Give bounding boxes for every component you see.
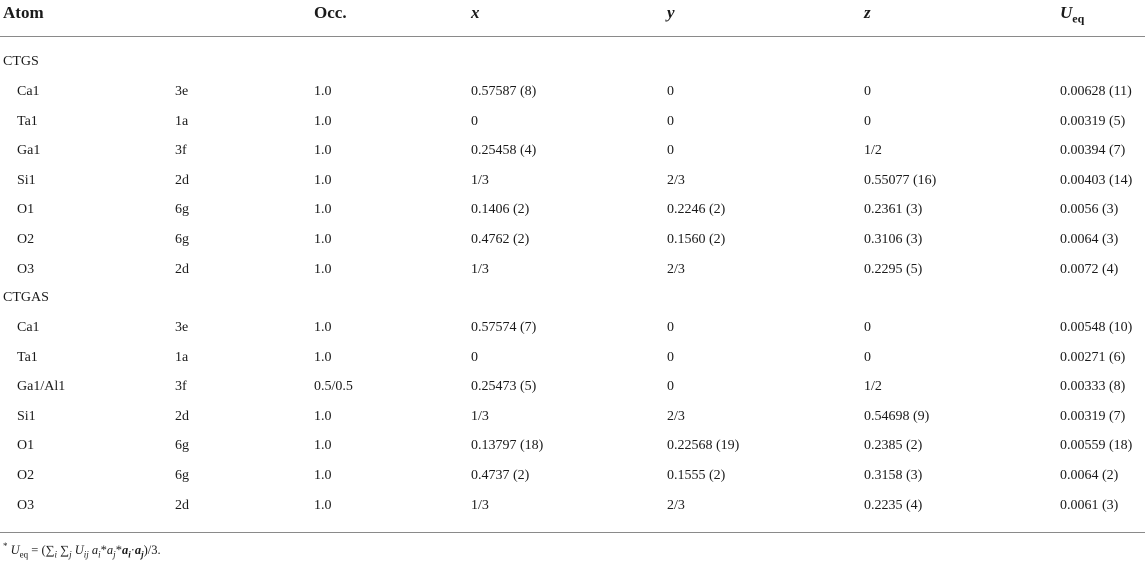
- cell-ueq: 0.0064 (3): [1060, 232, 1119, 247]
- cell-occ: 1.0: [314, 349, 332, 365]
- cell-x: 0: [471, 113, 478, 129]
- cell-y: 2/3: [667, 497, 685, 513]
- cell-y: 0.1560 (2): [667, 232, 726, 247]
- cell-atom: Ga1: [17, 143, 41, 159]
- section-label: CTGS: [3, 54, 39, 69]
- cell-occ: 1.0: [314, 143, 332, 159]
- cell-atom: Ta1: [17, 113, 38, 129]
- cell-z: 0.3106 (3): [864, 232, 923, 247]
- cell-ueq: 0.0056 (3): [1060, 202, 1119, 218]
- cell-x: 1/3: [471, 497, 489, 513]
- cell-atom: O2: [17, 468, 35, 483]
- cell-y: 0: [667, 379, 674, 395]
- cell-occ: 1.0: [314, 202, 332, 218]
- cell-site: 3f: [175, 143, 187, 159]
- cell-atom: O1: [17, 438, 35, 454]
- cell-ueq: 0.00319 (7): [1060, 408, 1126, 424]
- header-atom: Atom: [3, 3, 44, 22]
- header-z: z: [864, 3, 871, 22]
- cell-occ: 1.0: [314, 261, 332, 277]
- header-y: y: [667, 3, 675, 22]
- cell-x: 0.4762 (2): [471, 232, 530, 247]
- cell-occ: 1.0: [314, 468, 332, 483]
- header-rule: [0, 36, 1145, 37]
- cell-y: 0: [667, 113, 674, 129]
- header-ueq-subscript: eq: [1072, 11, 1085, 26]
- cell-atom: O2: [17, 232, 35, 247]
- cell-atom: Si1: [17, 172, 36, 188]
- cell-occ: 1.0: [314, 497, 332, 513]
- cell-z: 0: [864, 113, 871, 129]
- cell-atom: O3: [17, 261, 35, 277]
- cell-occ: 1.0: [314, 232, 332, 247]
- cell-z: 1/2: [864, 143, 882, 159]
- cell-x: 0.4737 (2): [471, 468, 530, 483]
- cell-z: 0.2385 (2): [864, 438, 923, 454]
- cell-y: 0.1555 (2): [667, 468, 726, 483]
- cell-site: 1a: [175, 349, 189, 365]
- cell-y: 0: [667, 320, 674, 335]
- cell-z: 0.3158 (3): [864, 468, 923, 483]
- cell-occ: 1.0: [314, 320, 332, 335]
- cell-x: 1/3: [471, 261, 489, 277]
- cell-site: 3e: [175, 84, 189, 99]
- cell-z: 1/2: [864, 379, 882, 395]
- cell-site: 6g: [175, 468, 189, 483]
- cell-site: 3f: [175, 379, 187, 395]
- cell-ueq: 0.00271 (6): [1060, 349, 1126, 365]
- cell-z: 0.2295 (5): [864, 261, 923, 277]
- cell-y: 2/3: [667, 408, 685, 424]
- cell-occ: 0.5/0.5: [314, 379, 353, 395]
- cell-y: 0.2246 (2): [667, 202, 726, 218]
- cell-site: 3e: [175, 320, 189, 335]
- cell-x: 1/3: [471, 172, 489, 188]
- cell-y: 0: [667, 143, 674, 159]
- cell-ueq: 0.00333 (8): [1060, 379, 1126, 395]
- footnote-formula: $U_{eq} = (\sum_i$ $\sum_j$ $U_{ij}$ $a_i*a_j*a_i\cdot a_j)/3$.: [10, 543, 161, 560]
- cell-x: 0.57574 (7): [471, 320, 537, 335]
- cell-site: 1a: [175, 113, 189, 129]
- cell-ueq: 0.0064 (2): [1060, 468, 1119, 483]
- cell-atom: Ca1: [17, 84, 40, 99]
- cell-z: 0: [864, 349, 871, 365]
- header-occ: Occ.: [314, 3, 347, 22]
- cell-site: 2d: [175, 408, 189, 424]
- cell-z: 0.55077 (16): [864, 172, 937, 188]
- cell-x: 0.1406 (2): [471, 202, 530, 218]
- cell-z: 0: [864, 320, 871, 335]
- cell-occ: 1.0: [314, 408, 332, 424]
- cell-x: 0.25458 (4): [471, 143, 537, 159]
- cell-occ: 1.0: [314, 113, 332, 129]
- cell-x: 1/3: [471, 408, 489, 424]
- header-x: x: [471, 3, 480, 22]
- header-ueq: [1060, 3, 1084, 28]
- cell-occ: 1.0: [314, 84, 332, 99]
- cell-site: 2d: [175, 497, 189, 513]
- cell-y: 2/3: [667, 172, 685, 188]
- cell-x: 0.13797 (18): [471, 438, 544, 454]
- cell-site: 2d: [175, 172, 189, 188]
- cell-site: 6g: [175, 202, 189, 218]
- footnote-mark: *: [3, 541, 8, 551]
- cell-ueq: 0.0061 (3): [1060, 497, 1119, 513]
- cell-atom: O3: [17, 497, 35, 513]
- cell-x: 0.25473 (5): [471, 379, 537, 395]
- cell-x: 0.57587 (8): [471, 84, 537, 99]
- cell-site: 6g: [175, 232, 189, 247]
- cell-x: 0: [471, 349, 478, 365]
- cell-ueq: 0.0072 (4): [1060, 261, 1119, 277]
- cell-y: 0: [667, 349, 674, 365]
- cell-ueq: 0.00548 (10): [1060, 320, 1133, 335]
- cell-atom: Si1: [17, 408, 36, 424]
- cell-ueq: 0.00319 (5): [1060, 113, 1126, 129]
- cell-z: 0.2235 (4): [864, 497, 923, 513]
- cell-y: 2/3: [667, 261, 685, 277]
- footnote: [3, 538, 161, 563]
- cell-ueq: 0.00559 (18): [1060, 438, 1133, 454]
- cell-occ: 1.0: [314, 438, 332, 454]
- section-label: CTGAS: [3, 290, 49, 305]
- cell-site: 6g: [175, 438, 189, 454]
- cell-ueq: 0.00628 (11): [1060, 84, 1132, 99]
- header-ueq-symbol: U: [1060, 3, 1073, 22]
- cell-y: 0.22568 (19): [667, 438, 740, 454]
- cell-y: 0: [667, 84, 674, 99]
- cell-z: 0.54698 (9): [864, 408, 930, 424]
- cell-site: 2d: [175, 261, 189, 277]
- cell-atom: O1: [17, 202, 35, 218]
- bottom-rule: [0, 532, 1145, 533]
- cell-z: 0.2361 (3): [864, 202, 923, 218]
- cell-atom: Ta1: [17, 349, 38, 365]
- cell-ueq: 0.00394 (7): [1060, 143, 1126, 159]
- cell-atom: Ca1: [17, 320, 40, 335]
- cell-ueq: 0.00403 (14): [1060, 172, 1133, 188]
- cell-occ: 1.0: [314, 172, 332, 188]
- cell-atom: Ga1/Al1: [17, 379, 66, 395]
- cell-z: 0: [864, 84, 871, 99]
